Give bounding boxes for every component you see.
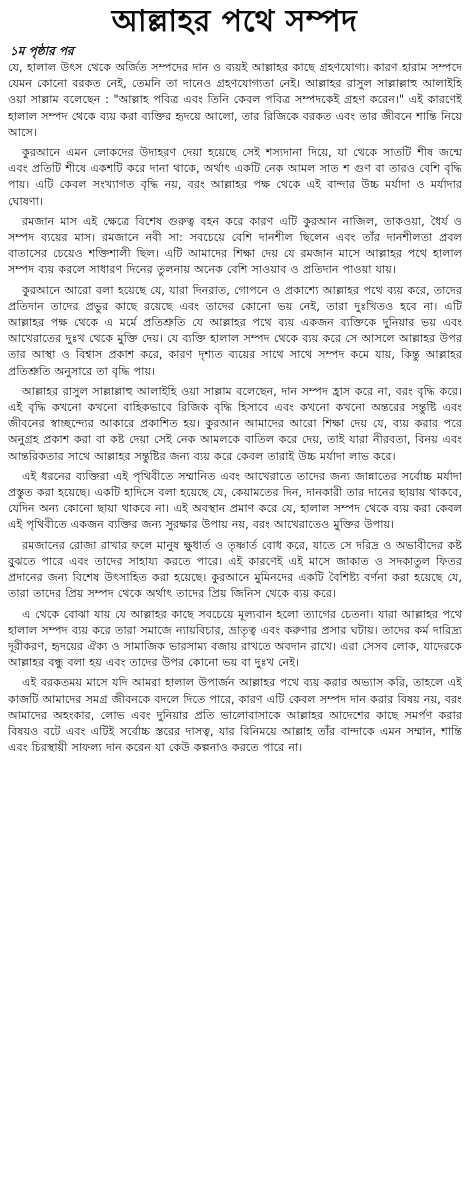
article-paragraph: এই বরকতময় মাসে যদি আমরা হালাল উপার্জন আল্লাহর পথে ব্যয় করার অভ্যাস করি, তাহলে এই কাজটি আমাদের সমগ্র জীবনকে বদলে দিতে পারে, কারণ এটি কেবল সম্পদ দান করার বিষয় নয়, বরং আমাদের অহংকার, লোভ এবং দুনিয়ার প্রতি ভালোবাসাকে আল্লাহর আদেশের কাছে সমর্পণ করার বিষয়ও বটে এবং এটিই সর্বোচ্চ স্তরের দাসত্ব, যার বিনিময়ে আল্লাহ তাঁর বান্দাকে এমন সম্মান, শান্তি এবং চিরস্থায়ী সাফল্য দান করেন যা কেউ কল্পনাও করতে পারে না। [8, 676, 462, 755]
article-paragraph: আল্লাহর রাসুল সাল্লাল্লাহু আলাইহি ওয়া সাল্লাম বলেছেন, দান সম্পদ হ্রাস করে না, বরং বৃদ্ধি করে। এই বৃদ্ধি কখনো কখনো বাহিকভাবে রিজিক বৃদ্ধি হিসাবে এবং কখনো কখনো অন্তরের সন্তুষ্টি এবং জীবনের স্বাচ্ছন্দ্যের আকারে প্রকাশিত হয়। কুরআন আমাদের আরো শিক্ষা দেয় যে, ব্যয় করার পরে অনুগ্রহ প্রকাশ করা বা কষ্ট দেয়া সেই নেক আমলকে বাতিল করে দেয়, তাই যারা নীরবতা, বিনয় এবং আন্তরিকতার সাথে আল্লাহর সন্তুষ্টির জন্য ব্যয় করে কেবল তারাই উচ্চ মর্যাদা লাভ করে। [8, 384, 462, 463]
article-paragraph: যে, হালাল উৎস থেকে অর্জিত সম্পদের দান ও ব্যয়ই আল্লাহর কাছে গ্রহণযোগ্য। কারণ হারাম সম্পদে যেমন কোনো বরকত নেই, তেমনি তা দানেও গ্রহণযোগ্যতা নেই। আল্লাহর রাসুল সাল্লাল্লাহু আলাইহি ওয়া সাল্লাম বলেছেন : "আল্লাহ পবিত্র এবং তিনি কেবল পবিত্র সম্পদকেই গ্রহণ করেন।" এই কারণেই হালাল সম্পদ থেকে ব্যয় করা ব্যক্তির হৃদয়ে আলো, তার রিজিকে বরকত এবং তার জীবনে শান্তি নিয়ে আসে। [8, 61, 462, 139]
article-paragraph: কুরআনে আরো বলা হয়েছে যে, যারা দিনরাত, গোপনে ও প্রকাশ্যে আল্লাহর পথে ব্যয় করে, তাদের প্রতিদান তাদের প্রভুর কাছে রয়েছে এবং তাদের কোনো ভয় নেই, তারা দুঃখিতও হবে না। এটি আল্লাহর পক্ষ থেকে এ মর্মে প্রতিশ্রুতি যে আল্লাহর পথে ব্যয় একজন ব্যক্তিকে দুনিয়ার ভয় এবং আখেরাতের দুঃখ থেকে মুক্তি দেয়। যে ব্যক্তি হালাল সম্পদ থেকে ব্যয় করে সে আসলে আল্লাহর উপর তার আস্থা ও বিশ্বাস প্রকাশ করে, কারণ দৃশ্যত ব্যয়ের সাথে সাথে সম্পদ কমে যায়, কিন্তু আল্লাহর প্রতিশ্রুতি অনুসারে তা বৃদ্ধি পায়। [8, 283, 462, 378]
article-body [8, 60, 462, 1200]
article-headline: আল্লাহর পথে সম্পদ [111, 4, 358, 39]
article-paragraph: এ থেকে বোঝা যায় যে আল্লাহর কাছে সবচেয়ে মূল্যবান হলো ত্যাগের চেতনা। যারা আল্লাহর পথে হালাল সম্পদ ব্যয় করে তারা সমাজে ন্যায়বিচার, ভ্রাতৃত্ব এবং করুণার প্রসার ঘটায়। তাদের কর্ম দারিদ্র্য দূরীকরণ, হৃদয়ের ঐক্য ও সামাজিক ভারসাম্য বজায় রাখতে অবদান রাখে। এরা সেসব লোক, যাদেরকে আল্লাহর বন্ধু বলা হয় এবং তাদের উপর কোনো ভয় বা দুঃখ নেই। [8, 607, 462, 670]
headline-banner [0, 0, 469, 44]
continued-from-label: ১ম পৃষ্ঠার পর [10, 44, 74, 58]
article-paragraph: রমজানের রোজা রাখার ফলে মানুষ ক্ষুধার্ত ও তৃষ্ণার্ত বোধ করে, যাতে সে দরিদ্র ও অভাবীদের কষ্ট বুঝতে পারে এবং তাদের সাহায্য করতে পারে। এই কারণেই এই মাসে জাকাত ও সদকাতুল ফিতর প্রদানের জন্য বিশেষ উৎসাহিত করা হয়েছে। কুরআনে মুমিনদের একটি বৈশিষ্ট্য বর্ণনা করা হয়েছে যে, তারা তাদের প্রিয় সম্পদ থেকে অর্থাৎ তাদের প্রিয় জিনিস থেকে ব্যয় করে। [8, 538, 462, 601]
article-paragraph: কুরআনে এমন লোকদের উদাহরণ দেয়া হয়েছে সেই শস্যদানা দিয়ে, যা থেকে সাতটি শীষ জন্মে এবং প্রতিটি শীষে একশটি করে দানা থাকে, অর্থাৎ একটি নেক আমল সাত শ গুণ বা তারও বেশি বৃদ্ধি পায়। এটি কেবল সংখ্যাগত বৃদ্ধি নয়, বরং আল্লাহর পক্ষ থেকে এই বান্দার উচ্চ মর্যাদা ও মর্যাদার ঘোষণা। [8, 146, 462, 208]
article-paragraph: এই ধরনের ব্যক্তিরা এই পৃথিবীতে সম্মানিত এবং আখেরাতে তাদের জন্য জান্নাতের সর্বোচ্চ মর্যাদা প্রস্তুত করা হয়েছে। একটি হাদিসে বলা হয়েছে যে, কেয়ামতের দিন, দানকারী তার দানের ছায়ায় থাকবে, যেদিন অন্য কোনো ছায়া থাকবে না। এই অবস্থান প্রমাণ করে যে, হালাল সম্পদ থেকে ব্যয় করা কেবল এই পৃথিবীতে একজন ব্যক্তির জন্য সুরক্ষার উপায় নয়, বরং আখেরাতেও মুক্তির উপায়। [8, 469, 462, 532]
article-paragraph: রমজান মাস এই ক্ষেত্রে বিশেষ গুরুত্ব বহন করে কারণ এটি কুরআন নাজিল, তাকওয়া, ধৈর্য ও সম্পদ ব্যয়ের মাস। রমজানে নবী সা: সবচেয়ে বেশি দানশীল ছিলেন এবং তাঁর দানশীলতা প্রবল বাতাসের চেয়েও শক্তিশালী ছিল। এটি আমাদের শিক্ষা দেয় যে রমজান মাসে আল্লাহর পথে হালাল সম্পদ ব্যয় করলে সাধারণ দিনের তুলনায় অনেক বেশি সাওয়াব ও প্রতিদান পাওয়া যায়। [8, 214, 462, 277]
